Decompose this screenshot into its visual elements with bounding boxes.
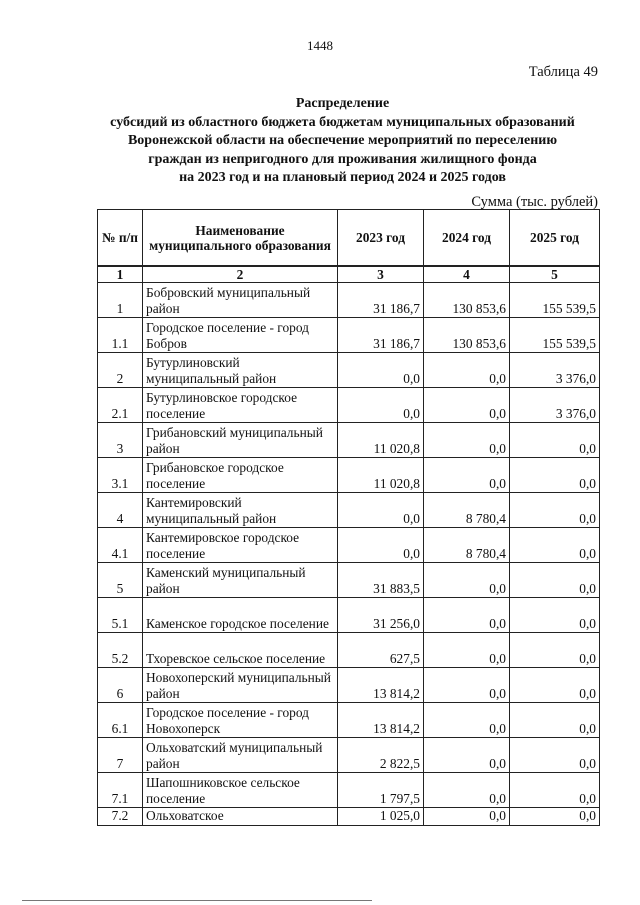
column-index-row xyxy=(98,266,600,283)
row-name: Бутурлиновское городское поселение xyxy=(143,388,338,423)
value-2023: 1 797,5 xyxy=(338,773,424,808)
value-2024: 0,0 xyxy=(424,598,510,633)
table-row xyxy=(98,283,600,318)
header-num: № п/п xyxy=(98,210,143,267)
table-row xyxy=(98,388,600,423)
header-row xyxy=(98,210,600,267)
value-2025: 0,0 xyxy=(510,563,600,598)
row-number: 5.1 xyxy=(98,598,143,633)
value-2023: 0,0 xyxy=(338,493,424,528)
table-row xyxy=(98,353,600,388)
units-caption: Сумма (тыс. рублей) xyxy=(471,194,598,210)
table-row xyxy=(98,598,600,633)
row-number: 1 xyxy=(98,283,143,318)
table-label: Таблица 49 xyxy=(528,64,598,80)
row-number: 3.1 xyxy=(98,458,143,493)
row-name: Городское поселение - город Новохоперск xyxy=(143,703,338,738)
value-2023: 31 256,0 xyxy=(338,598,424,633)
value-2024: 0,0 xyxy=(424,808,510,826)
table-row xyxy=(98,668,600,703)
table-row xyxy=(98,738,600,773)
row-name: Ольховатское xyxy=(143,808,338,826)
value-2024: 0,0 xyxy=(424,633,510,668)
value-2023: 31 186,7 xyxy=(338,283,424,318)
value-2023: 31 186,7 xyxy=(338,318,424,353)
table-row xyxy=(98,773,600,808)
row-name: Бутурлиновский муниципальный район xyxy=(143,353,338,388)
title-line: субсидий из областного бюджета бюджетам муниципальных образований xyxy=(110,114,575,130)
value-2025: 0,0 xyxy=(510,808,600,826)
row-name: Грибановское городское поселение xyxy=(143,458,338,493)
value-2024: 130 853,6 xyxy=(424,318,510,353)
value-2024: 0,0 xyxy=(424,738,510,773)
value-2024: 0,0 xyxy=(424,563,510,598)
value-2024: 8 780,4 xyxy=(424,493,510,528)
value-2025: 3 376,0 xyxy=(510,353,600,388)
value-2025: 0,0 xyxy=(510,668,600,703)
value-2024: 0,0 xyxy=(424,668,510,703)
table-row xyxy=(98,493,600,528)
row-number: 6 xyxy=(98,668,143,703)
row-number: 2 xyxy=(98,353,143,388)
table-row xyxy=(98,318,600,353)
value-2025: 0,0 xyxy=(510,633,600,668)
row-name: Новохоперский муниципальный район xyxy=(143,668,338,703)
table-body xyxy=(98,283,600,826)
value-2024: 0,0 xyxy=(424,703,510,738)
row-name: Каменский муниципальный район xyxy=(143,563,338,598)
value-2025: 0,0 xyxy=(510,598,600,633)
title-line: на 2023 год и на плановый период 2024 и 2025 годов xyxy=(179,170,506,185)
page-number: 1448 xyxy=(307,38,333,53)
title-line: Распределение xyxy=(295,96,390,111)
value-2023: 0,0 xyxy=(338,528,424,563)
value-2023: 0,0 xyxy=(338,388,424,423)
column-index: 1 xyxy=(98,266,143,283)
value-2023: 1 025,0 xyxy=(338,808,424,826)
value-2025: 0,0 xyxy=(510,423,600,458)
value-2025: 0,0 xyxy=(510,528,600,563)
value-2025: 0,0 xyxy=(510,493,600,528)
row-name: Городское поселение - город Бобров xyxy=(143,318,338,353)
row-name: Бобровский муниципальный район xyxy=(143,283,338,318)
value-2024: 8 780,4 xyxy=(424,528,510,563)
row-name: Кантемировский муниципальный район xyxy=(143,493,338,528)
value-2023: 627,5 xyxy=(338,633,424,668)
value-2024: 130 853,6 xyxy=(424,283,510,318)
title-line: Воронежской области на обеспечение мероприятий по переселению xyxy=(127,133,558,148)
table-row xyxy=(98,703,600,738)
value-2024: 0,0 xyxy=(424,458,510,493)
table-row xyxy=(98,633,600,668)
row-number: 1.1 xyxy=(98,318,143,353)
row-number: 7.2 xyxy=(98,808,143,826)
column-index: 5 xyxy=(510,266,600,283)
row-number: 5.2 xyxy=(98,633,143,668)
row-number: 7.1 xyxy=(98,773,143,808)
row-number: 3 xyxy=(98,423,143,458)
value-2023: 31 883,5 xyxy=(338,563,424,598)
row-name: Каменское городское поселение xyxy=(143,598,338,633)
table-row xyxy=(98,423,600,458)
row-number: 5 xyxy=(98,563,143,598)
column-index: 3 xyxy=(338,266,424,283)
value-2024: 0,0 xyxy=(424,773,510,808)
row-name: Грибановский муниципальный район xyxy=(143,423,338,458)
value-2025: 155 539,5 xyxy=(510,318,600,353)
column-index: 4 xyxy=(424,266,510,283)
value-2023: 2 822,5 xyxy=(338,738,424,773)
table-row xyxy=(98,808,600,826)
table-row xyxy=(98,563,600,598)
value-2023: 11 020,8 xyxy=(338,458,424,493)
row-name: Шапошниковское сельское поселение xyxy=(143,773,338,808)
value-2025: 155 539,5 xyxy=(510,283,600,318)
document-title xyxy=(60,95,625,188)
value-2023: 13 814,2 xyxy=(338,703,424,738)
value-2025: 3 376,0 xyxy=(510,388,600,423)
row-number: 2.1 xyxy=(98,388,143,423)
value-2025: 0,0 xyxy=(510,703,600,738)
value-2023: 0,0 xyxy=(338,353,424,388)
value-2025: 0,0 xyxy=(510,738,600,773)
value-2023: 13 814,2 xyxy=(338,668,424,703)
table-row xyxy=(98,528,600,563)
value-2024: 0,0 xyxy=(424,423,510,458)
row-name: Ольховатский муниципальный район xyxy=(143,738,338,773)
header-name: Наименование муниципального образования xyxy=(143,210,338,267)
row-number: 4.1 xyxy=(98,528,143,563)
row-number: 6.1 xyxy=(98,703,143,738)
column-index: 2 xyxy=(143,266,338,283)
row-name: Кантемировское городское поселение xyxy=(143,528,338,563)
header-2023: 2023 год xyxy=(338,210,424,267)
value-2025: 0,0 xyxy=(510,773,600,808)
footnote-divider xyxy=(22,900,372,901)
subsidy-table xyxy=(97,209,600,826)
value-2025: 0,0 xyxy=(510,458,600,493)
table-row xyxy=(98,458,600,493)
header-2024: 2024 год xyxy=(424,210,510,267)
title-line: граждан из непригодного для проживания жилищного фонда xyxy=(148,151,537,167)
row-number: 4 xyxy=(98,493,143,528)
header-2025: 2025 год xyxy=(510,210,600,267)
row-name: Тхоревское сельское поселение xyxy=(143,633,338,668)
row-number: 7 xyxy=(98,738,143,773)
value-2023: 11 020,8 xyxy=(338,423,424,458)
value-2024: 0,0 xyxy=(424,353,510,388)
value-2024: 0,0 xyxy=(424,388,510,423)
